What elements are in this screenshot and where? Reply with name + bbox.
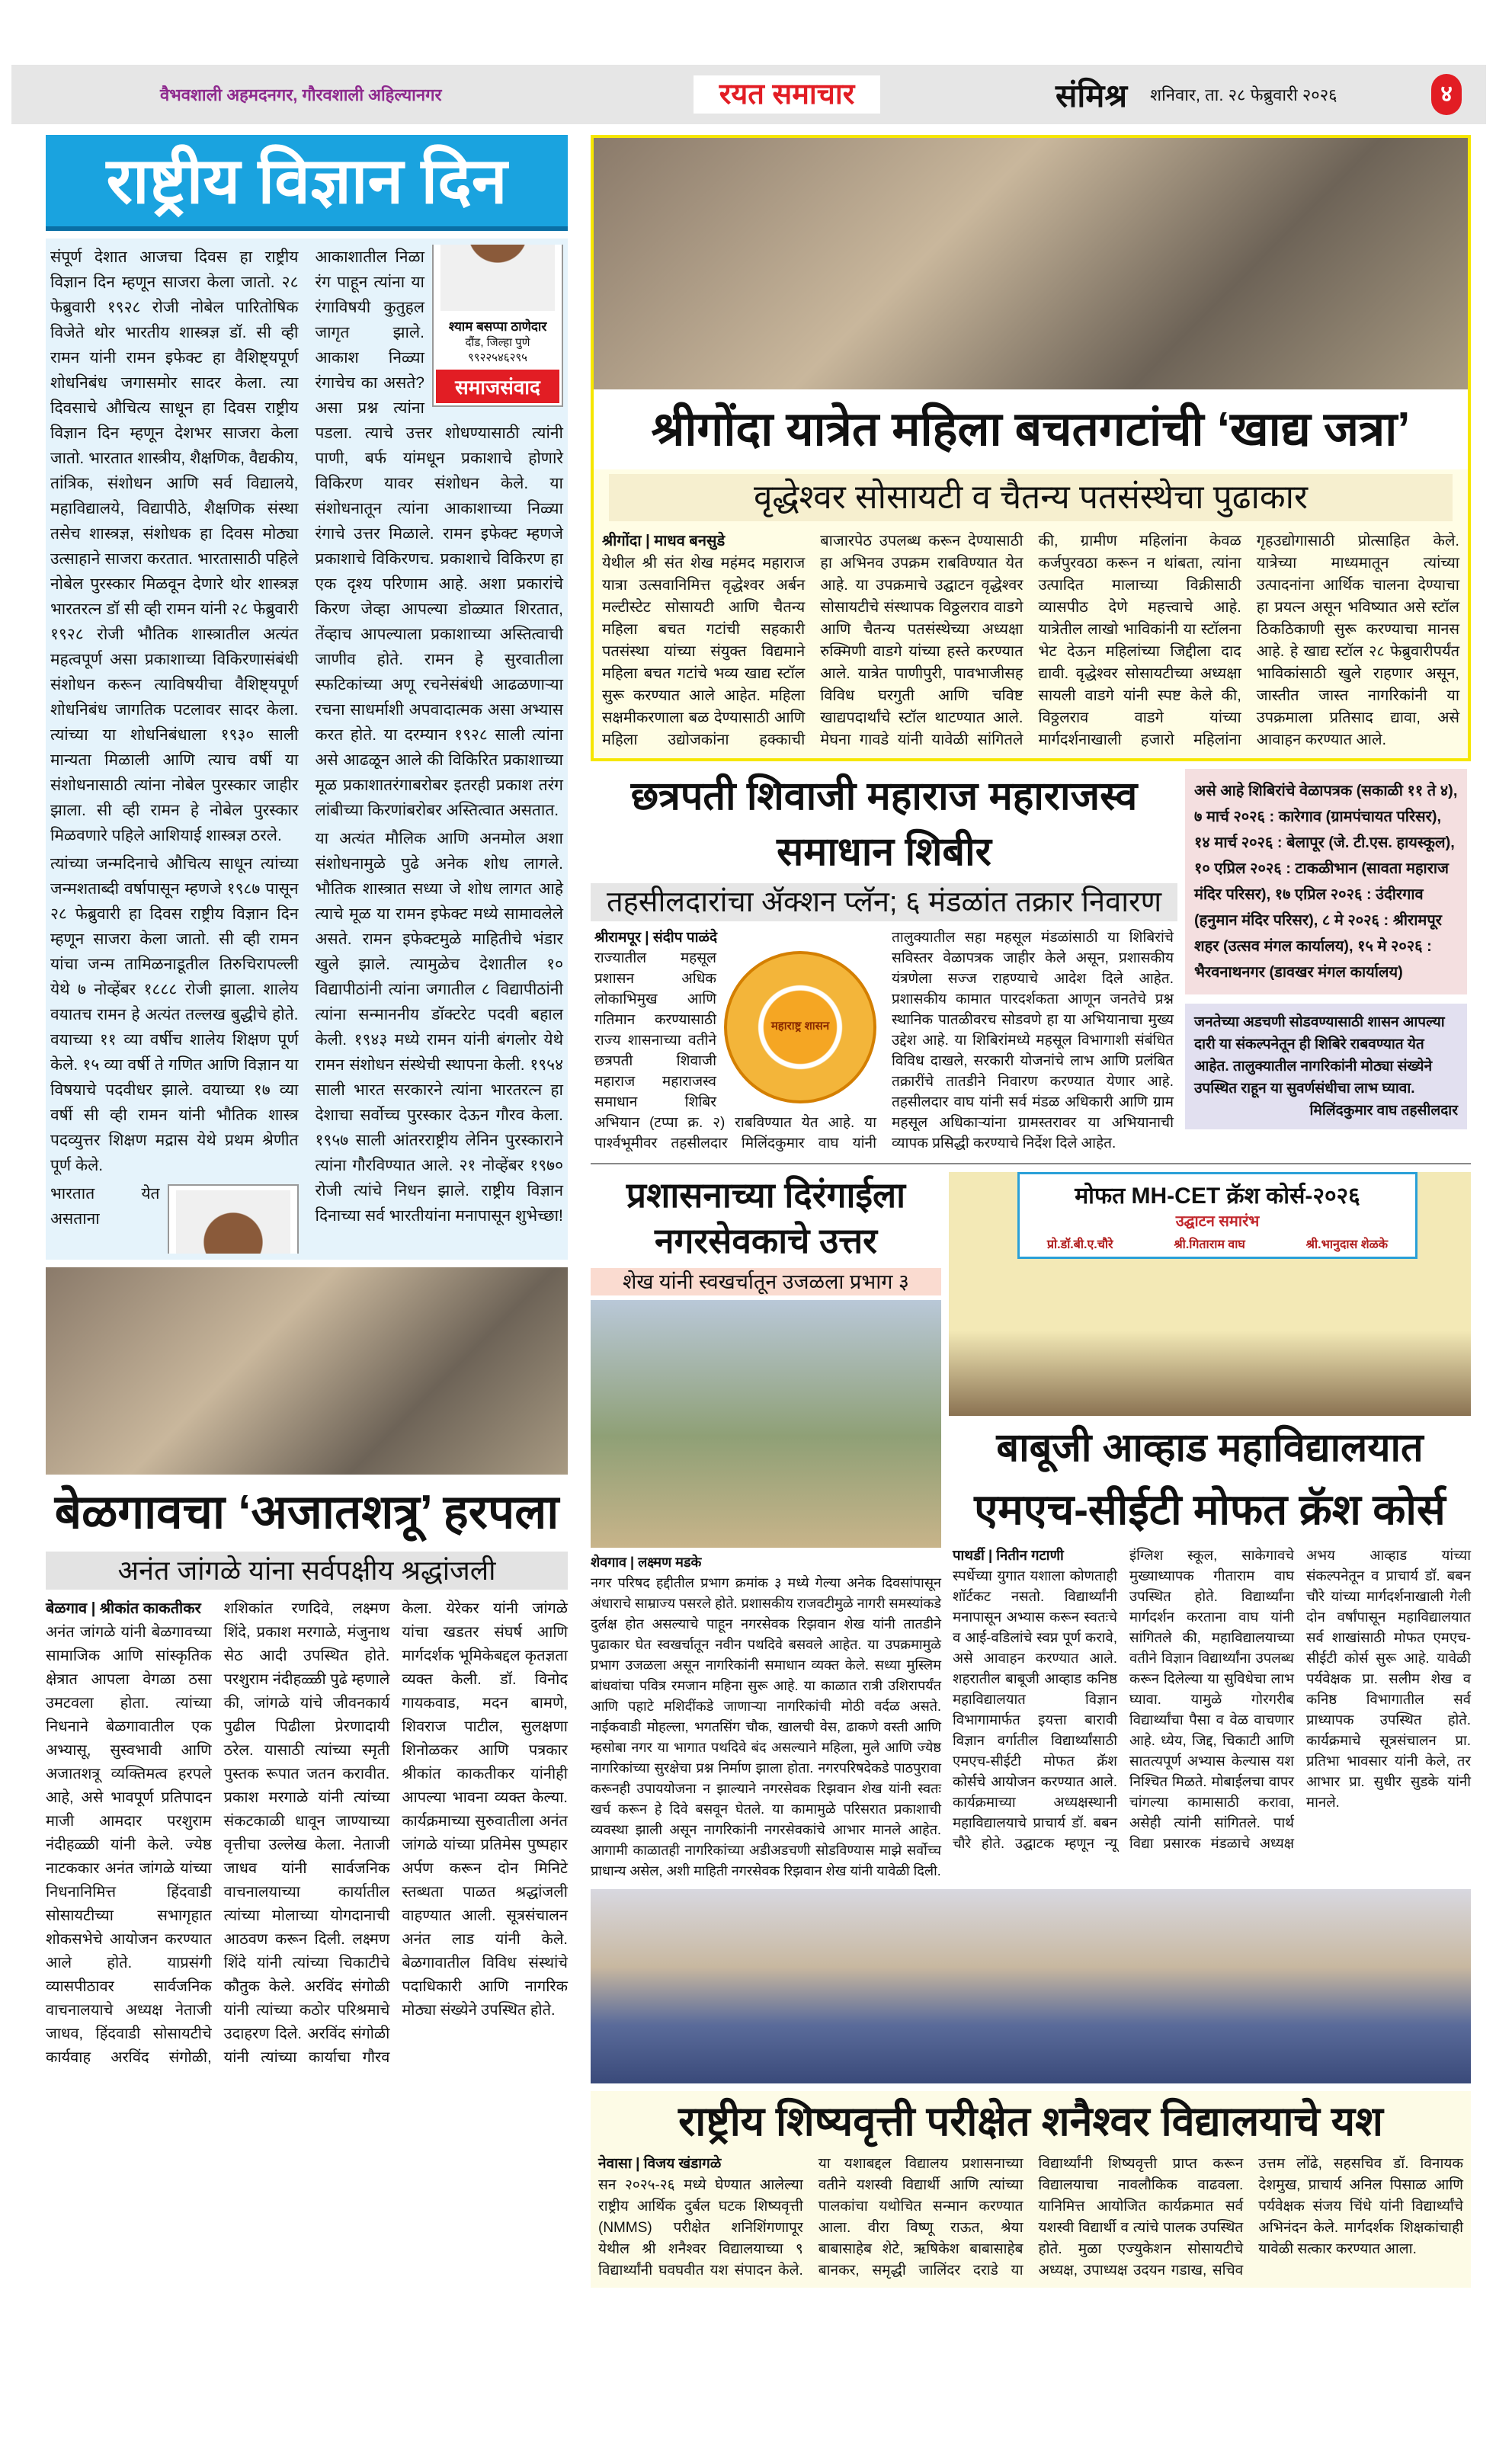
- paragraph: स्पर्धेच्या युगात यशाला कोणताही शॉर्टकट नसतो. विद्यार्थ्यांनी मनापासून अभ्यास करून स्वतःचे व आई-वडिलांचे स्वप्न पूर्ण करावे, असे आवाहन करण्यात आले. शहरातील बाबूजी आव्हाड कनिष्ठ महाविद्यालयात विज्ञान विभागामार्फत इयत्ता बारावी विज्ञान वर्गातील विद्यार्थ्यांसाठी एमएच-सीईटी मोफत क्रॅश कोर्सचे आयोजन करण्यात आले. कार्यक्रमाच्या अध्यक्षस्थानी महाविद्यालयाचे प्राचार्य डॉ. बबन चौरे होते. उद्घाटक म्हणून न्यू इंग्लिश स्कूल, साकेगावचे मुख्याध्यापक गीताराम वाघ उपस्थित होते. विद्यार्थ्यांना मार्गदर्शन करताना वाघ यांनी सांगितले की, महाविद्यालयाच्या वतीने विज्ञान विद्यार्थ्यांना उपलब्ध करून दिलेल्या या सुविधेचा लाभ घ्यावा. यामुळे गोरगरीब विद्यार्थ्यांचा पैसा व वेळ वाचणार आहे. ध्येय, जिद्द, चिकाटी आणि सातत्यपूर्ण अभ्यास केल्यास यश निश्चित मिळते. मोबाईलचा वापर चांगल्या कामासाठी करावा, असेही त्यांनी सांगितले. पार्थ विद्या प्रसारक मंडळाचे अध्यक्ष अभय आव्हाड यांच्या संकल्पनेतून व प्राचार्य डॉ. बबन चौरे यांच्या मार्गदर्शनाखाली गेली दोन वर्षांपासून महाविद्यालयात सर्व शाखांसाठी मोफत एमएच-सीईटी कोर्स सुरू आहे. यावेळी पर्यवेक्षक प्रा. सलीम शेख व कनिष्ठ विभागातील सर्व प्राध्यापक उपस्थित होते. कार्यक्रमाचे सूत्रसंचालन प्रा. प्रतिभा भावसार यांनी केले, तर आभार प्रा. सुधीर सुडके यांनी मानले.: [953, 1546, 1471, 1851]
- mhcet-headline-line1: बाबूजी आव्हाड महाविद्यालयात: [996, 1425, 1424, 1470]
- paragraph: अनंत जांगळे यांनी बेळगावच्या सामाजिक आणि सांस्कृतिक क्षेत्रात आपला वेगळा ठसा उमटवला होता. त्यांच्या निधनाने बेळगावातील एक अभ्यासू, सुस्वभावी आणि अजातशत्रू व्यक्तिमत्व हरपले आहे, असे भावपूर्ण प्रतिपादन माजी आमदार परशुराम नंदीहळ्ळी यांनी केले. ज्येष्ठ नाटककार अनंत जांगळे यांच्या निधनानिमित्त हिंदवाडी सोसायटीच्या सभागृहात शोकसभेचे आयोजन करण्यात आले होते. याप्रसंगी व्यासपीठावर सार्वजनिक वाचनालयाचे अध्यक्ष नेताजी जाधव, हिंदवाडी सोसायटीचे कार्यवाह अरविंद संगोळी, शशिकांत रणदिवे, लक्ष्मण शिंदे, प्रकाश मरगाळे, मंजुनाथ सेठ आदी उपस्थित होते. परशुराम नंदीहळ्ळी पुढे म्हणाले की, जांगळे यांचे जीवनकार्य पुढील पिढीला प्रेरणादायी ठरेल. यासाठी त्यांच्या स्मृती पुस्तक रूपात जतन करावीत. प्रकाश मरगाळे यांनी त्यांच्या संकटकाळी धावून जाण्याच्या वृत्तीचा उल्लेख केला. नेताजी जाधव यांनी सार्वजनिक वाचनालयाच्या कार्यातील त्यांच्या मोलाच्या योगदानाची आठवण करून दिली. लक्ष्मण शिंदे यांनी त्यांच्या चिकाटीचे कौतुक केले. अरविंद संगोळी यांनी त्यांच्या कठोर परिश्रमाचे उदाहरण दिले. अरविंद संगोळी यांनी त्यांच्या कार्याचा गौरव केला. येरेकर यांनी जांगळे यांचा खडतर संघर्ष आणि मार्गदर्शक भूमिकेबद्दल कृतज्ञता व्यक्त केली. डॉ. विनोद गायकवाड, मदन बामणे, शिवराज पाटील, सुलक्षणा शिनोळकर आणि पत्रकार श्रीकांत काकतीकर यांनीही आपल्या भावना व्यक्त केल्या. कार्यक्रमाच्या सुरुवातीला अनंत जांगळे यांच्या प्रतिमेस पुष्पहार अर्पण करून दोन मिनिटे स्तब्धता पाळत श्रद्धांजली वाहण्यात आली. सूत्रसंचालन अनंत लाड यांनी केले. बेळगावातील विविध संस्थांचे पदाधिकारी आणि नागरिक मोठ्या संख्येने उपस्थित होते.: [46, 1600, 568, 2066]
- banner-name: श्री.गिताराम वाघ: [1174, 1238, 1245, 1251]
- belgaum-subhead: अनंत जांगळे यांना सर्वपक्षीय श्रद्धांजली: [46, 1552, 568, 1590]
- belgaum-headline: बेळगावचा ‘अजातशत्रू’ हरपला: [54, 1486, 559, 1539]
- prashasan-headline: प्रशासनाच्या दिरंगाईला नगरसेवकाचे उत्तर: [626, 1174, 906, 1260]
- newspaper-logo: रयत समाचार: [694, 75, 880, 114]
- column-name: समाजसंवाद: [436, 370, 559, 403]
- nsp-article: [591, 2091, 1471, 2288]
- prashasan-subhead: शेख यांनी स्वखर्चातून उजळला प्रभाग ३: [591, 1268, 941, 1295]
- right-column: [591, 135, 1471, 2288]
- author-phone: ९९२२५४६२९५: [467, 351, 527, 364]
- tribute-photo: [46, 1267, 568, 1475]
- raman-article-body: [46, 239, 568, 1260]
- shivaji-article-body: [591, 927, 1177, 1155]
- camp-schedule-box: असे आहे शिबिरांचे वेळापत्रक (सकाळी ११ ते ४), ७ मार्च २०२६ : कारेगाव (ग्रामपंचायत परिसर), १४ मार्च २०२६ : बेलापूर (जे. टी.एस. हायस्कूल), १० एप्रिल २०२६ : टाकळीभान (सावता महाराज मंदिर परिसर), १७ एप्रिल २०२६ : उंदीरगाव (हनुमान मंदिर परिसर), ८ मे २०२६ : श्रीरामपूर शहर (उत्सव मंगल कार्यालय), १५ मे २०२६ : भैरवनाथनगर (डावखर मंगल कार्यालय): [1185, 769, 1467, 994]
- byline: श्रीरामपूर | संदीप पाळंदे: [594, 929, 718, 946]
- nsp-headline: राष्ट्रीय शिष्यवृत्ती परीक्षेत शनैश्वर विद्यालयाचे यश: [678, 2098, 1383, 2144]
- page-number: ४: [1431, 74, 1462, 115]
- shivaji-sidebar: [1185, 769, 1467, 1129]
- shrigonda-feature-box: [591, 135, 1471, 761]
- left-column: [46, 135, 568, 2070]
- shivaji-headline: छत्रपती शिवाजी महाराज महाराजस्व समाधान शिबीर: [630, 774, 1138, 874]
- shrigonda-headline: श्रीगोंदा यात्रेत महिला बचतगटांची ‘खाद्य जत्रा’: [594, 389, 1468, 469]
- mhcet-article-body: [949, 1545, 1471, 1853]
- byline: पाथर्डी | नितीन गटाणी: [953, 1546, 1064, 1563]
- paragraph: नगर परिषद हद्दीतील प्रभाग क्रमांक ३ मध्ये गेल्या अनेक दिवसांपासून अंधाराचे साम्राज्य पसरले होते. प्रशासकीय राजवटीमुळे नागरी समस्यांकडे दुर्लक्ष होत असल्याचे पाहून नगरसेवक रिझवान शेख यांनी तातडीने पुढाकार घेत स्वखर्चातून नवीन पथदिवे बसवले आहेत. या उपक्रमामुळे प्रभाग उजळला असून नागरिकांनी समाधान व्यक्त केले. सध्या मुस्लिम बांधवांचा पवित्र रमजान महिना सुरू आहे. या काळात रात्री उशिरापर्यंत आणि पहाटे मशिदींकडे जाणाऱ्या नागरिकांची मोठी वर्दळ असते. नाईकवाडी मोहल्ला, भगतसिंग चौक, खालची वेस, ढाकणे वस्ती आणि म्हसोबा नगर या भागात पथदिवे बंद असल्याने महिला, मुले आणि ज्येष्ठ नागरिकांच्या सुरक्षेचा प्रश्न निर्माण झाला होता. नगरपरिषदेकडे पाठपुरावा करूनही उपाययोजना न झाल्याने नगरसेवक रिझवान शेख यांनी स्वतः खर्च करून हे दिवे बसवून घेतले. या कामामुळे परिसरात प्रकाशाची व्यवस्था झाली असून नागरिकांनी नगरसेवकांचे आभार मानले आहेत. आगामी काळातही नागरिकांच्या अडीअडचणी सोडविण्यास माझे सर्वोच्च प्राधान्य असेल, अशी माहिती नगरसेवक रिझवान शेख यांनी यावेळी दिली.: [591, 1574, 941, 1878]
- mhcet-headline-line2: एमएच-सीईटी मोफत क्रॅश कोर्स: [974, 1485, 1446, 1534]
- shivaji-section: [591, 769, 1471, 1155]
- byline: शेवगाव | लक्ष्मण मडके: [591, 1554, 702, 1570]
- tagline: वैभवशाली अहमदनगर, गौरवशाली अहिल्यानगर: [160, 85, 442, 104]
- shrigonda-subhead: वृद्धेश्वर सोसायटी व चैतन्य पतसंस्थेचा पुढाकार: [609, 474, 1453, 521]
- page-body: [46, 135, 1512, 2288]
- byline: श्रीगोंदा | माधव बनसुडे: [602, 533, 726, 549]
- prashasan-article: [591, 1172, 941, 1882]
- government-seal-logo: महाराष्ट्र शासन: [724, 951, 876, 1103]
- paragraph: संपूर्ण देशात आजचा दिवस हा राष्ट्रीय विज्ञान दिन म्हणून साजरा केला जातो. २८ फेब्रुवारी १९२८ रोजी नोबेल पारितोषिक विजेते थोर भारतीय शास्त्रज्ञ डॉ. सी व्ही रामन यांनी रामन इफेक्ट हा वैशिष्ट्यपूर्ण शोधनिबंध जगासमोर सादर केला. त्या दिवसाचे औचित्य साधून हा दिवस राष्ट्रीय विज्ञान दिन म्हणून देशभर साजरा केला जातो. भारतात शास्त्रीय, शैक्षणिक, वैद्यकीय, तांत्रिक, संशोधन आणि सर्व विद्यालये, महाविद्यालये, विद्यापीठे, शैक्षणिक संस्था तसेच शास्त्रज्ञ, संशोधक हा दिवस मोठ्या उत्साहाने साजरा करतात. भारतासाठी पहिले नोबेल पुरस्कार मिळवून देणारे थोर शास्त्रज्ञ भारतरत्न डॉ सी व्ही रामन यांनी २८ फेब्रुवारी १९२८ रोजी भौतिक शास्त्रातील अत्यंत महत्वपूर्ण असा प्रकाशाच्या विकिरणासंबंधी संशोधन करून त्याविषयीचा वैशिष्ट्यपूर्ण शोधनिबंध जागतिक पटलावर सादर केला. त्यांच्या या शोधनिबंधाला १९३० साली मान्यता मिळाली आणि त्याच वर्षी या संशोधनासाठी त्यांना नोबेल पुरस्कार जाहीर झाला. सी व्ही रामन हे नोबेल पुरस्कार मिळवणारे पहिले आशियाई शास्त्रज्ञ ठरले.: [50, 248, 299, 844]
- divider: [591, 1163, 1471, 1164]
- nsp-article-body: [591, 2152, 1471, 2288]
- author-name: श्याम बसप्पा ठाणेदार: [448, 319, 547, 334]
- paragraph: त्यांच्या जन्मदिनाचे औचित्य साधून त्यांच्या जन्मशताब्दी वर्षापासून म्हणजे १९८७ पासून २८ फेब्रुवारी हा दिवस राष्ट्रीय विज्ञान दिन म्हणून साजरा केला जातो. सी व्ही रामन यांचा जन्म तामिळनाडूतील तिरुचिरापल्ली येथे ७ नोव्हेंबर १८८८ रोजी झाला. शालेय वयातच रामन हे अत्यंत तल्लख बुद्धीचे होते. वयाच्या ११ व्या वर्षीच शालेय शिक्षण पूर्ण केले. १५ व्या वर्षी ते गणित आणि विज्ञान या विषयाचे पदवीधर झाले. वयाच्या १७ व्या वर्षी सी व्ही रामन यांनी भौतिक शास्त्र पदव्युत्तर शिक्षण मद्रास येथे प्रथम श्रेणीत पूर्ण केले.: [50, 855, 299, 1174]
- paragraph: राज्यातील महसूल प्रशासन अधिक लोकाभिमुख आणि गतिमान करण्यासाठी राज्य शासनाच्या वतीने छत्रपती शिवाजी महाराज महाराजस्व समाधान शिबिर अभियान (टप्पा क्र. २) राबविण्यात येत आहे. या पार्श्वभूमीवर तहसीलदार मिलिंदकुमार वाघ यांनी तालुक्यातील सहा महसूल मंडळांसाठी या शिबिरांचे सविस्तर वेळापत्रक जाहीर केले असून, प्रशासकीय यंत्रणेला सज्ज राहण्याचे आदेश दिले आहेत. प्रशासकीय कामात पारदर्शकता आणून जनतेचे प्रश्न स्थानिक पातळीवरच सोडवणे हा या अभियानाचा मुख्य उद्देश आहे. या शिबिरांमध्ये महसूल विभागाशी संबंधित विविध दाखले, सरकारी योजनांचे लाभ आणि प्रलंबित तक्रारींचे तातडीने निवारण करण्यात येणार आहे. तहसीलदार वाघ यांनी सर्व मंडळ अधिकारी आणि ग्राम महसूल अधिकाऱ्यांना ग्रामस्तरावर या अभियानाची व्यापक प्रसिद्धी करण्याचे निर्देश दिले आहेत.: [594, 929, 1174, 1151]
- shivaji-subhead: तहसीलदारांचा ॲक्शन प्लॅन; ६ मंडळांत तक्रार निवारण: [591, 883, 1177, 921]
- middle-section: [591, 1172, 1471, 1882]
- author-place: दौंड, जिल्हा पुणे: [465, 336, 530, 349]
- banner-name: प्रो.डॉ.बी.ए.चौरे: [1046, 1238, 1113, 1251]
- paragraph: भारतात येत असताना आकाशातील निळा रंग पाहून त्यांना या रंगाविषयी कुतुहल जागृत झाले. आकाश निळ्या रंगाचेच का असते? असा प्रश्न त्यांना पडला. त्याचे उत्तर शोधण्यासाठी त्यांनी पाणी, बर्फ यांमधून प्रकाशाचे होणारे विकिरण यावर संशोधन केले. या संशोधनातून त्यांना आकाशाच्या निळ्या रंगाचे उत्तर मिळाले. रामन इफेक्ट म्हणजे प्रकाशाचे विकिरणच. प्रकाशाचे विकिरण हा एक दृश्य परिणाम आहे. अशा प्रकारांचे किरण जेव्हा आपल्या डोळ्यात शिरतात, तेंव्हाच आपल्याला प्रकाशाच्या अस्तित्वाची जाणीव होते. रामन हे सुरवातीला स्फटिकांच्या अणू रचनेसंबंधी आढळणाऱ्या रचना साधर्माशी अपवादात्मक असा अभ्यास करत होते. या दरम्यान १९२८ साली त्यांना असे आढळून आले की विकिरित प्रकाशाच्या मूळ प्रकाशातरंगाबरोबर इतरही प्रकाश तरंग लांबीच्या किरणांबरोबर अस्तित्वात असतात.: [50, 248, 563, 1228]
- byline: नेवासा | विजय खंडागळे: [598, 2155, 722, 2172]
- paragraph: सन २०२५-२६ मध्ये घेण्यात आलेल्या राष्ट्रीय आर्थिक दुर्बल घटक शिष्यवृत्ती (NMMS) परीक्षेत शनिशिंगणापूर येथील श्री शनैश्वर विद्यालयाच्या ९ विद्यार्थ्यांनी घवघवीत यश संपादन केले. या यशाबद्दल विद्यालय प्रशासनाच्या वतीने यशस्वी विद्यार्थी आणि त्यांच्या पालकांचा यथोचित सन्मान करण्यात आला. वीरा विष्णू राऊत, श्रेया बाबासाहेब शेटे, ऋषिकेश बाबासाहेब बानकर, समृद्धी जालिंदर दराडे या विद्यार्थ्यांनी शिष्यवृत्ती प्राप्त करून विद्यालयाचा नावलौकिक वाढवला. यानिमित्त आयोजित कार्यक्रमात सर्व यशस्वी विद्यार्थी व त्यांचे पालक उपस्थित होते. मुळा एज्युकेशन सोसायटीचे अध्यक्ष, उपाध्यक्ष उदयन गडाख, सचिव उत्तम लोंढे, सहसचिव डॉ. विनायक देशमुख, प्राचार्य अनिल पिसाळ आणि पर्यवेक्षक संजय चिंधे यांनी विद्यार्थ्यांचे अभिनंदन केले. मार्गदर्शक शिक्षकांचाही यावेळी सत्कार करण्यात आला.: [598, 2155, 1463, 2279]
- crash-course-event-photo: [949, 1172, 1471, 1416]
- shrigonda-article-body: [602, 530, 1459, 752]
- banner-names: [1020, 1235, 1415, 1252]
- paragraph: या अत्यंत मौलिक आणि अनमोल अशा संशोधनामुळे पुढे अनेक शोध लागले. भौतिक शास्त्रात सध्या जे शोध लागत आहे त्याचे मूळ या रामन इफेक्ट मध्ये सामावलेले असते. रामन इफेक्टमुळे माहितीचे भंडार खुले झाले. त्यामुळेच देशातील १० विद्यापीठांनी त्यांना जगातील ८ विद्यापीठांनी त्यांना सन्माननीय डॉक्टरेट पदवी बहाल केली. १९४३ मध्ये रामन यांनी बंगलोर येथे रामन संशोधन संस्थेची स्थापना केली. १९५४ साली भारत सरकारने त्यांना भारतरत्न हा देशाचा सर्वोच्च पुरस्कार देऊन गौरव केला. १९५७ साली आंतरराष्ट्रीय लेनिन पुरस्काराने त्यांना गौरविण्यात आले. २१ नोव्हेंबर १९७० रोजी त्यांचे निधन झाले. राष्ट्रीय विज्ञान दिनाच्या सर्व भारतीयांना मनापासून शुभेच्छा!: [315, 830, 563, 1225]
- mhcet-article: [949, 1172, 1471, 1853]
- masthead-bar: [11, 65, 1486, 124]
- street-light-photo: [591, 1300, 941, 1548]
- prashasan-article-body: [591, 1552, 941, 1882]
- section-name: संमिश्र: [1056, 77, 1128, 114]
- raman-article-title: राष्ट्रीय विज्ञान दिन: [46, 135, 568, 231]
- tahsildar-quote-box: [1185, 1004, 1467, 1129]
- quote-text: जनतेच्या अडचणी सोडवण्यासाठी शासन आपल्या दारी या संकल्पनेतून ही शिबिरे राबवण्यात येत आहेत. तालुक्यातील नागरिकांनी मोठ्या संख्येने उपस्थित राहून या सुवर्णसंधीचा लाभ घ्यावा.: [1194, 1014, 1445, 1097]
- quote-signature: मिलिंदकुमार वाघ तहसीलदार: [1309, 1103, 1458, 1119]
- banner-name: श्री.भानुदास शेळके: [1305, 1238, 1389, 1251]
- belgaum-article-body: [46, 1597, 568, 2070]
- students-group-photo: [591, 1889, 1471, 2083]
- banner-subtitle: उद्घाटन समारंभ: [1175, 1212, 1260, 1230]
- issue-date: शनिवार, ता. २८ फेब्रुवारी २०२६: [1150, 85, 1337, 104]
- paragraph: येथील श्री संत शेख महंमद महाराज यात्रा उत्सवानिमित्त वृद्धेश्वर अर्बन मल्टीस्टेट सोसायटी आणि चैतन्य महिला बचत गटांची सहकारी पतसंस्था यांच्या संयुक्त विद्यमाने महिला बचत गटांचे भव्य खाद्य स्टॉल सुरू करण्यात आले आहेत. महिला सक्षमीकरणाला बळ देण्यासाठी आणि महिला उद्योजकांना हक्काची बाजारपेठ उपलब्ध करून देण्यासाठी हा अभिनव उपक्रम राबविण्यात येत आहे. या उपक्रमाचे उद्घाटन वृद्धेश्वर सोसायटीचे संस्थापक विठ्ठलराव वाडगे आणि चैतन्य पतसंस्थेच्या अध्यक्षा रुक्मिणी वाडगे यांच्या हस्ते करण्यात आले. यात्रेत पाणीपुरी, पावभाजीसह विविध घरगुती आणि चविष्ट खाद्यपदार्थांचे स्टॉल थाटण्यात आले. मेघना गावडे यांनी यावेळी सांगितले की, ग्रामीण महिलांना केवळ कर्जपुरवठा करून न थांबता, त्यांना उत्पादित मालाच्या विक्रीसाठी व्यासपीठ देणे महत्त्वाचे आहे. यात्रेतील लाखो भाविकांनी या स्टॉलना भेट देऊन महिलांच्या जिद्दीला दाद द्यावी. वृद्धेश्वर सोसायटीच्या अध्यक्षा सायली वाडगे यांनी स्पष्ट केले की, विठ्ठलराव वाडगे यांच्या मार्गदर्शनाखाली हजारो महिलांना गृहउद्योगासाठी प्रोत्साहित केले. यात्रेच्या माध्यमातून त्यांच्या उत्पादनांना आर्थिक चालना देण्याचा हा प्रयत्न असून भविष्यात असे स्टॉल ठिकठिकाणी सुरू करण्याचा मानस आहे. हे खाद्य स्टॉल २८ फेब्रुवारीपर्यंत भाविकांसाठी खुले राहणार असून, जास्तीत जास्त नागरिकांनी या उपक्रमाला प्रतिसाद द्यावा, असे आवाहन करण्यात आले.: [602, 533, 1459, 748]
- food-stall-photo: [594, 138, 1468, 389]
- byline: बेळगाव | श्रीकांत काकतीकर: [46, 1600, 201, 1617]
- shivaji-article: [591, 769, 1177, 1155]
- banner-title: मोफत MH-CET क्रॅश कोर्स-२०२६: [1075, 1183, 1360, 1209]
- event-banner: [1017, 1172, 1418, 1259]
